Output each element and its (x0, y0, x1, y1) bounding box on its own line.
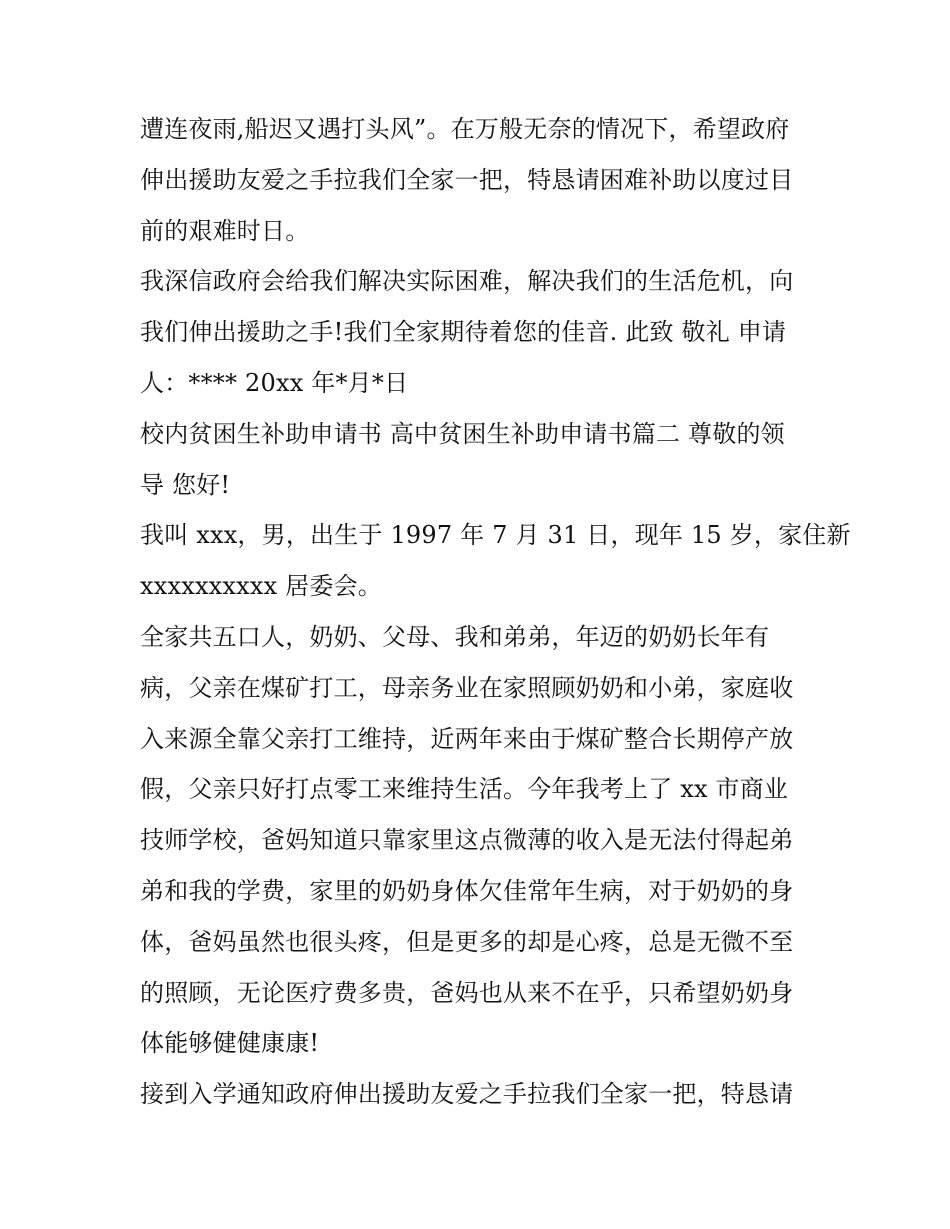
text-line: 我深信政府会给我们解决实际困难，解决我们的生活危机，向 (140, 267, 794, 296)
text-line: 全家共五口人，奶奶、父母、我和弟弟，年迈的奶奶长年有 (140, 622, 770, 651)
text-line: 导 您好! (140, 470, 231, 499)
text-line: 技师学校，爸妈知道只靠家里这点微薄的收入是无法付得起弟 (140, 826, 794, 855)
text-line: xxxxxxxxxx 居委会。 (140, 572, 382, 601)
text-line: 体能够健健康康! (140, 1029, 320, 1058)
text-line: 接到入学通知政府伸出援助友爱之手拉我们全家一把，特恳请 (140, 1080, 794, 1109)
text-line: 前的艰难时日。 (140, 216, 310, 245)
text-line: 入来源全靠父亲打工维持，近两年来由于煤矿整合长期停产放 (140, 724, 794, 753)
text-line: 遭连夜雨,船迟又遇打头风”。在万般无奈的情况下，希望政府 (140, 115, 790, 143)
text-line: 体，爸妈虽然也很头疼，但是更多的却是心疼，总是无微不至 (140, 927, 794, 956)
text-line: 我叫 xxx，男，出生于 1997 年 7 月 31 日，现年 15 岁，家住新 (140, 521, 851, 550)
text-line: 我们伸出援助之手!我们全家期待着您的佳音. 此致 敬礼 申请 (140, 318, 787, 347)
text-line: 弟和我的学费，家里的奶奶身体欠佳常年生病，对于奶奶的身 (140, 876, 794, 905)
text-line: 伸出援助友爱之手拉我们全家一把，特恳请困难补助以度过目 (140, 165, 794, 194)
text-line: 的照顾，无论医疗费多贵，爸妈也从来不在乎，只希望奶奶身 (140, 978, 794, 1007)
text-line: 校内贫困生补助申请书 高中贫困生补助申请书篇二 尊敬的领 (140, 419, 785, 448)
text-line: 假，父亲只好打点零工来维持生活。今年我考上了 xx 市商业 (140, 775, 789, 804)
document-body (140, 104, 851, 1120)
text-line: 病，父亲在煤矿打工，母亲务业在家照顾奶奶和小弟，家庭收 (140, 673, 794, 702)
text-line: 人：**** 20xx 年*月*日 (140, 368, 409, 397)
